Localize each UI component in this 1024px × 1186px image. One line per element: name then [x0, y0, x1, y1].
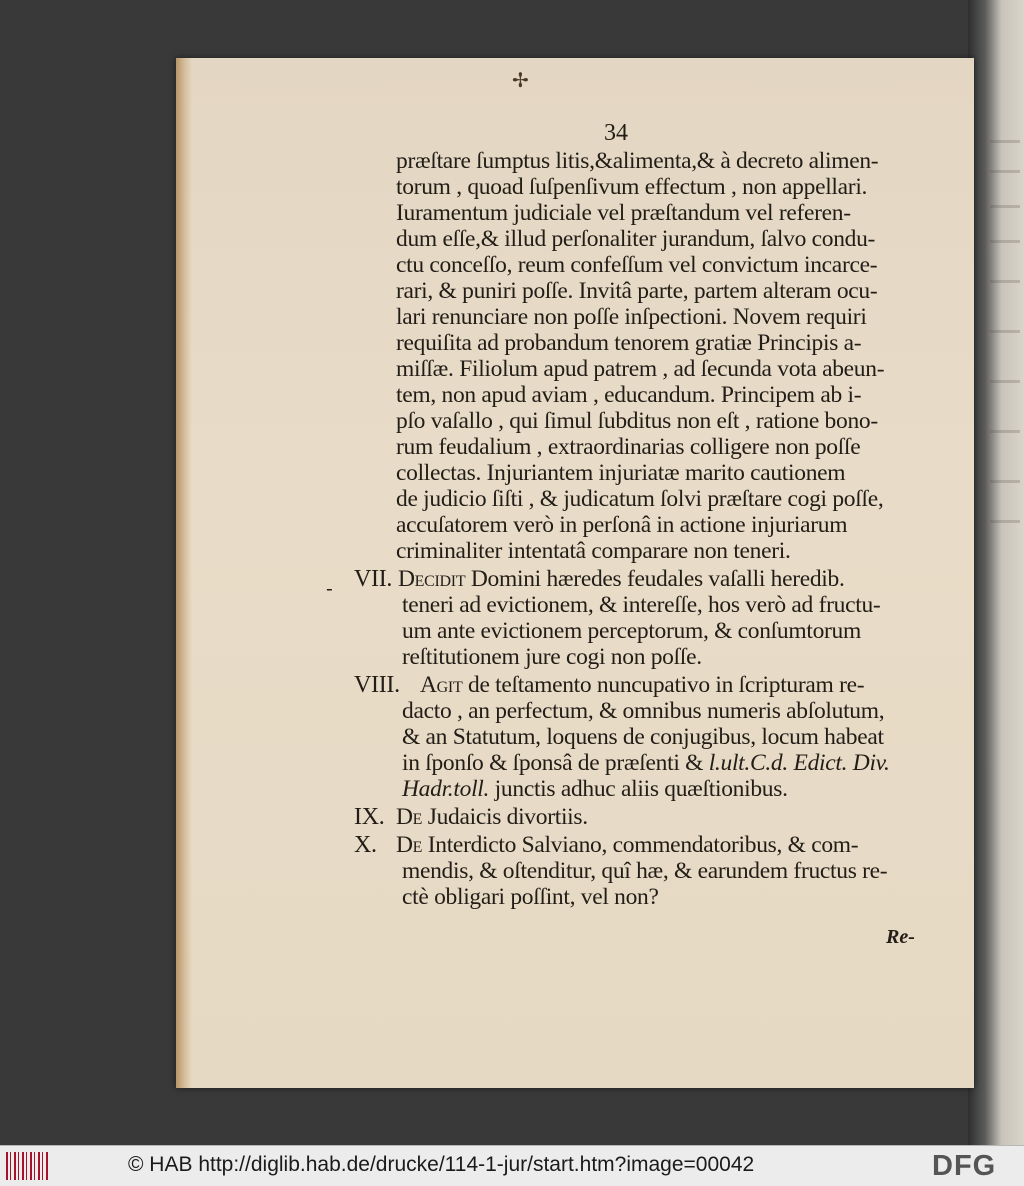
- section-lead-word: Decidit: [398, 566, 466, 592]
- text-line: dacto , an perfectum, & omnibus numeris abſolutum,: [402, 698, 885, 724]
- text-line: [402, 750, 890, 776]
- text-line-part: junctis adhuc aliis quæſtionibus.: [489, 776, 788, 802]
- text-line: rari, & puniri poſſe. Invitâ parte, partem alteram ocu-: [396, 278, 878, 304]
- text-line: lari renunciare non poſſe inſpectioni. Novem requiri: [396, 304, 867, 330]
- text-line: rum feudalium , extraordinarias colligere non poſſe: [396, 434, 861, 460]
- section-numeral: VII.: [354, 566, 393, 592]
- text-line: præſtare ſumptus litis,&alimenta,& à decreto alimen-: [396, 148, 879, 174]
- section-first-line-text: de teſtamento nuncupativo in ſcripturam re-: [462, 672, 865, 698]
- section-first-line: [396, 804, 588, 830]
- text-line: tem, non apud aviam , educandum. Principem ab i-: [396, 382, 862, 408]
- section-first-line: [396, 832, 858, 858]
- text-line-part: in ſponſo & ſponsâ de præſenti &: [402, 750, 704, 776]
- catchword: Re-: [886, 926, 915, 948]
- text-line: dum eſſe,& illud perſonaliter jurandum, ſalvo condu-: [396, 226, 876, 252]
- copyright-url[interactable]: © HAB http://diglib.hab.de/drucke/114-1-jur/start.htm?image=00042: [128, 1153, 755, 1176]
- barcode-icon: [6, 1152, 48, 1180]
- ink-spot-mark: ✢: [512, 68, 529, 92]
- section-lead-word: De: [396, 832, 423, 858]
- text-line: [402, 776, 788, 802]
- section-numeral: VIII.: [354, 672, 400, 698]
- text-line: mendis, & oſtenditur, quî hæ, & earundem fructus re-: [402, 858, 888, 884]
- text-line: collectas. Injuriantem injuriatæ marito cautionem: [396, 460, 846, 486]
- section-first-line-text: Judaicis divortiis.: [422, 804, 588, 830]
- text-line: criminaliter intentatâ comparare non teneri.: [396, 538, 791, 564]
- section-numeral: IX.: [354, 804, 385, 830]
- page-number: 34: [604, 120, 628, 146]
- adjacent-page-strip: [968, 0, 1024, 1145]
- text-line: reſtitutionem jure cogi non poſſe.: [402, 644, 702, 670]
- text-line: de judicio ſiſti , & judicatum ſolvi præſtare cogi poſſe,: [396, 486, 884, 512]
- text-line: requiſita ad probandum tenorem gratiæ Principis a-: [396, 330, 862, 356]
- dfg-logo: DFG: [932, 1150, 997, 1182]
- text-line: um ante evictionem perceptorum, & conſumtorum: [402, 618, 861, 644]
- text-line: & an Statutum, loquens de conjugibus, locum habeat: [402, 724, 884, 750]
- text-line: ctè obligari poſſint, vel non?: [402, 884, 659, 910]
- section-first-line-text: Domini hæredes feudales vaſalli heredib.: [465, 566, 845, 592]
- text-line: teneri ad evictionem, & intereſſe, hos verò ad fructu-: [402, 592, 881, 618]
- text-line: miſſæ. Filiolum apud patrem , ad ſecunda vota abeun-: [396, 356, 885, 382]
- text-line: accuſatorem verò in perſonâ in actione injuriarum: [396, 512, 848, 538]
- legal-citation: l.ult.C.d. Edict. Div.: [708, 750, 890, 776]
- legal-citation: Hadr.toll.: [402, 776, 490, 802]
- text-line: Iuramentum judiciale vel præſtandum vel referen-: [396, 200, 851, 226]
- section-first-line: [398, 566, 845, 592]
- section-first-line: [420, 672, 864, 698]
- text-line: pſo vaſallo , qui ſimul ſubditus non eſt , ratione bono-: [396, 408, 878, 434]
- section-numeral: X.: [354, 832, 377, 858]
- page-edge: [176, 58, 192, 1088]
- section-lead-word: Agit: [420, 672, 463, 698]
- footer-bar: [0, 1145, 1024, 1186]
- margin-mark: -: [326, 576, 333, 600]
- text-line: torum , quoad ſuſpenſivum effectum , non appellari.: [396, 174, 868, 200]
- section-lead-word: De: [396, 804, 423, 830]
- text-line: ctu conceſſo, reum confeſſum vel convictum incarce-: [396, 252, 878, 278]
- section-first-line-text: Interdicto Salviano, commendatoribus, & com-: [422, 832, 859, 858]
